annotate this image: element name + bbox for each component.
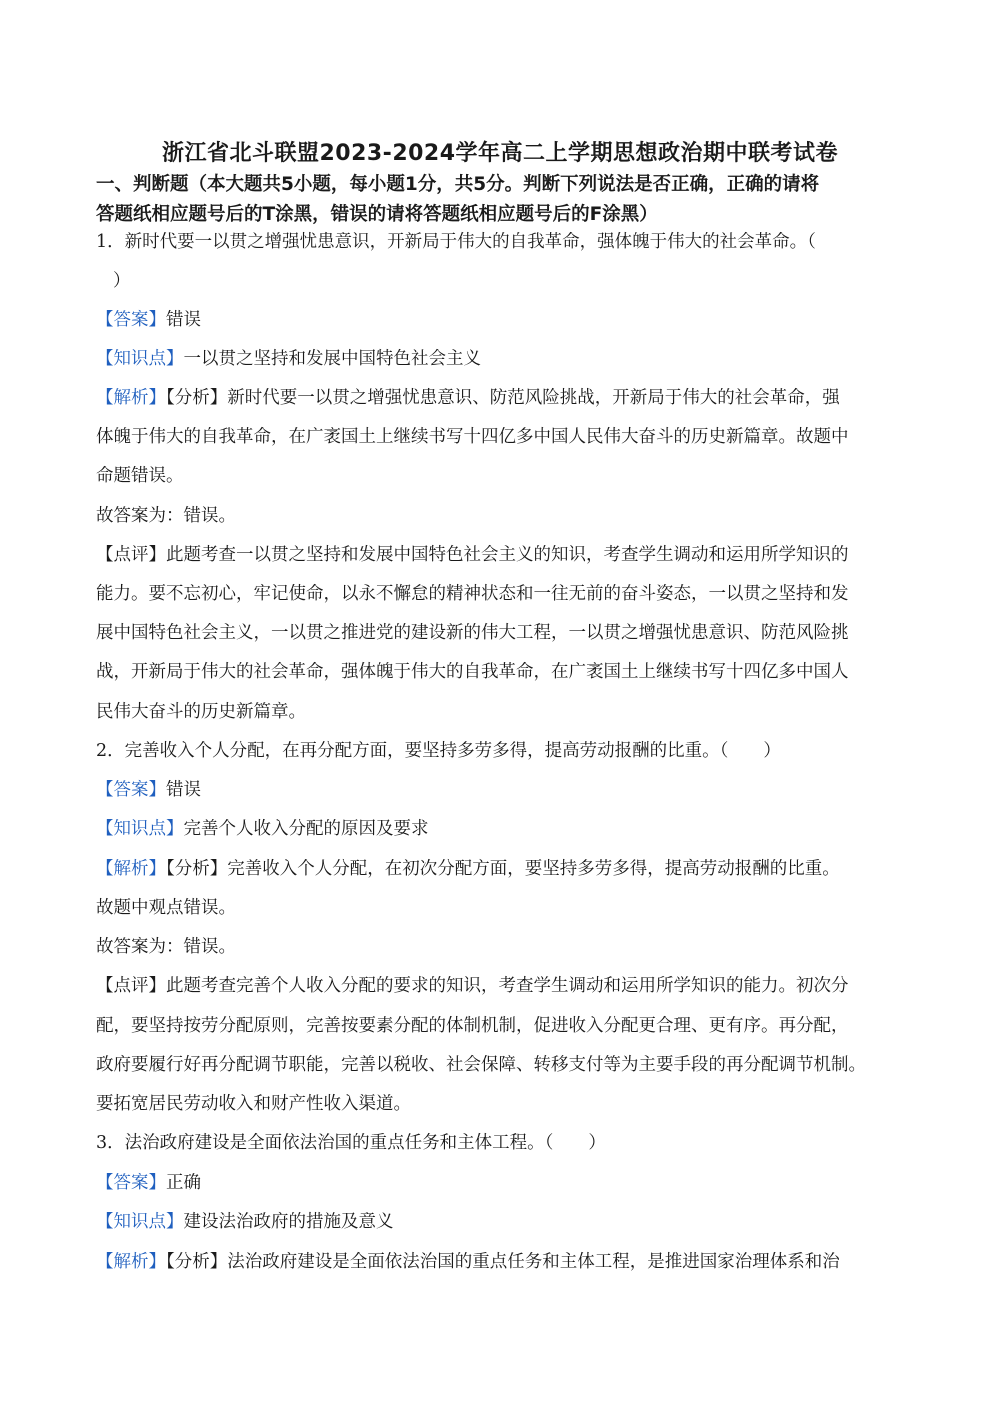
q1-comment-line: 民伟大奋斗的历史新篇章。 [96,702,306,722]
q2-knowledge [96,817,429,841]
question-3-text: 3．法治政府建设是全面依法治国的重点任务和主体工程。（ ） [96,1133,606,1153]
q1-analysis-line: 体魄于伟大的自我革命，在广袤国土上继续书写十四亿多中国人民伟大奋斗的历史新篇章。故题中 [96,427,849,447]
answer-value: 错误 [166,780,201,800]
analysis-text: 【分析】法治政府建设是全面依法治国的重点任务和主体工程，是推进国家治理体系和治 [166,1252,840,1272]
q1-comment-line: 【点评】此题考查一以贯之坚持和发展中国特色社会主义的知识，考查学生调动和运用所学知识的 [96,545,849,565]
q1-conclusion: 故答案为：错误。 [96,506,236,526]
answer-label: 【答案】 [96,780,166,800]
q2-answer [96,778,201,802]
knowledge-label: 【知识点】 [96,349,184,369]
section-heading-line: 答题纸相应题号后的T涂黑，错误的请将答题纸相应题号后的F涂黑） [96,204,658,225]
q1-analysis-line: 命题错误。 [96,466,184,486]
answer-label: 【答案】 [96,1173,166,1193]
question-1-bracket: ） [113,271,131,291]
knowledge-value: 完善个人收入分配的原因及要求 [183,819,429,839]
q1-comment-line: 能力。要不忘初心，牢记使命，以永不懈怠的精神状态和一往无前的奋斗姿态，一以贯之坚持和发 [96,584,849,604]
q1-analysis-line [96,386,840,410]
analysis-label: 【解析】 [96,859,166,879]
q3-knowledge [96,1210,394,1234]
analysis-text: 【分析】完善收入个人分配，在初次分配方面，要坚持多劳多得，提高劳动报酬的比重。 [166,859,840,879]
q2-conclusion: 故答案为：错误。 [96,937,236,957]
knowledge-label: 【知识点】 [96,819,184,839]
document-title: 浙江省北斗联盟2023-2024学年高二上学期思想政治期中联考试卷 [161,141,839,166]
answer-value: 错误 [166,310,201,330]
answer-value: 正确 [166,1173,201,1193]
q3-answer [96,1171,201,1195]
q2-analysis-line [96,857,840,881]
q2-comment-line: 政府要履行好再分配调节职能，完善以税收、社会保障、转移支付等为主要手段的再分配调节机制。 [96,1055,866,1075]
question-2-text: 2．完善收入个人分配，在再分配方面，要坚持多劳多得，提高劳动报酬的比重。（ ） [96,741,781,761]
q1-comment-line: 战，开新局于伟大的社会革命，强体魄于伟大的自我革命，在广袤国土上继续书写十四亿多中国人 [96,662,849,682]
analysis-label: 【解析】 [96,1252,166,1272]
q1-comment-line: 展中国特色社会主义，一以贯之推进党的建设新的伟大工程，一以贯之增强忧患意识、防范风险挑 [96,623,849,643]
q2-analysis-line: 故题中观点错误。 [96,898,236,918]
section-heading-line: 一、判断题（本大题共5小题，每小题1分，共5分。判断下列说法是否正确，正确的请将 [96,174,820,195]
answer-label: 【答案】 [96,310,166,330]
knowledge-label: 【知识点】 [96,1212,184,1232]
q2-comment-line: 【点评】此题考查完善个人收入分配的要求的知识，考查学生调动和运用所学知识的能力。初次分 [96,976,849,996]
q1-knowledge [96,347,481,371]
q1-answer [96,308,201,332]
analysis-text: 【分析】新时代要一以贯之增强忧患意识、防范风险挑战，开新局于伟大的社会革命，强 [166,388,840,408]
question-1-text: 1．新时代要一以贯之增强忧患意识，开新局于伟大的自我革命，强体魄于伟大的社会革命。（ [96,232,816,252]
analysis-label: 【解析】 [96,388,166,408]
knowledge-value: 建设法治政府的措施及意义 [183,1212,394,1232]
q2-comment-line: 配，要坚持按劳分配原则，完善按要素分配的体制机制，促进收入分配更合理、更有序。再分配， [96,1016,849,1036]
knowledge-value: 一以贯之坚持和发展中国特色社会主义 [183,349,481,369]
q3-analysis-line [96,1250,840,1274]
section-heading [96,170,916,230]
q2-comment-line: 要拓宽居民劳动收入和财产性收入渠道。 [96,1094,411,1114]
